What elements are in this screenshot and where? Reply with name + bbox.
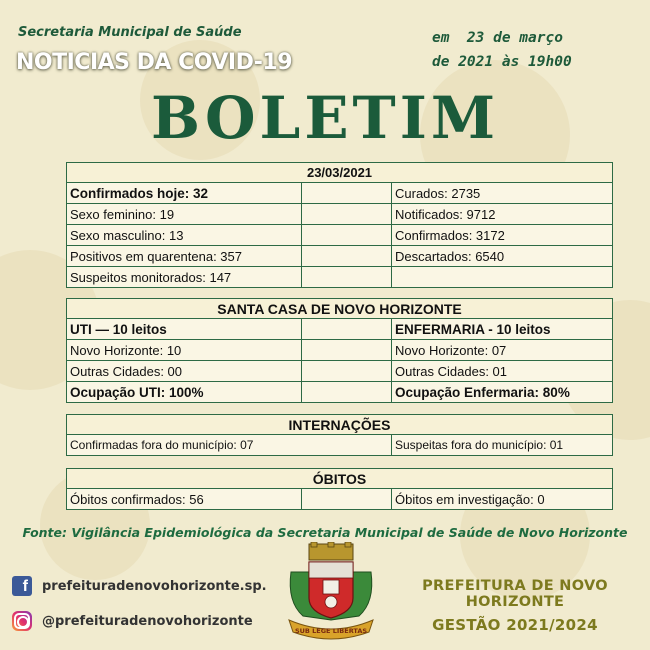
facebook-link[interactable] [12, 575, 267, 597]
bulletin-heading: NOTICIAS DA COVID-19 [16, 50, 292, 75]
table-cell: Descartados: 6540 [392, 246, 613, 267]
municipal-crest-icon [283, 542, 379, 642]
table-cell: Outras Cidades: 00 [67, 361, 302, 382]
gestao-label: GESTÃO 2021/2024 [432, 616, 598, 634]
table-cell-empty [392, 267, 613, 288]
date-line-2: de 2021 às 19h00 [432, 54, 572, 70]
instagram-handle: @prefeituradenovohorizonte [42, 613, 253, 629]
internacoes-title: INTERNAÇÕES [67, 415, 613, 435]
table-cell-empty [302, 319, 392, 340]
instagram-link[interactable] [12, 610, 253, 632]
internacoes-table [66, 414, 613, 456]
table-cell: Sexo feminino: 19 [67, 204, 302, 225]
table-cell-empty [302, 183, 392, 204]
table-cell-empty [302, 382, 392, 403]
main-title: BOLETIM [150, 84, 500, 152]
date-line-1: em 23 de março [432, 30, 563, 46]
internacoes-panel [66, 414, 612, 456]
table-cell-empty [302, 204, 392, 225]
table-cell-empty [302, 489, 392, 510]
table-cell: Outras Cidades: 01 [392, 361, 613, 382]
table-cell: Curados: 2735 [392, 183, 613, 204]
facebook-handle: prefeituradenovohorizonte.sp. [42, 578, 267, 594]
ward-occupancy: Ocupação Enfermaria: 80% [392, 382, 613, 403]
table-cell-empty [302, 267, 392, 288]
table-cell-empty [302, 246, 392, 267]
table-cell: Positivos em quarentena: 357 [67, 246, 302, 267]
crest-motto: SUB LEGE LIBERTAS [294, 627, 368, 635]
organization-name: Secretaria Municipal de Saúde [18, 25, 242, 40]
facebook-icon: f [12, 576, 32, 596]
summary-table [66, 162, 613, 288]
table-cell: Suspeitos monitorados: 147 [67, 267, 302, 288]
table-cell: Novo Horizonte: 10 [67, 340, 302, 361]
table-cell: Suspeitas fora do município: 01 [392, 435, 613, 456]
table-cell-empty [302, 225, 392, 246]
bulletin-date [432, 26, 632, 74]
table-cell: Óbitos em investigação: 0 [392, 489, 613, 510]
obitos-title: ÓBITOS [67, 469, 613, 489]
summary-panel [66, 162, 612, 288]
uti-occupancy: Ocupação UTI: 100% [67, 382, 302, 403]
table-cell: Confirmados hoje: 32 [67, 183, 302, 204]
hospital-title: SANTA CASA DE NOVO HORIZONTE [67, 299, 613, 319]
ward-header: ENFERMARIA - 10 leitos [392, 319, 613, 340]
source-note: Fonte: Vigilância Epidemiológica da Secretaria Municipal de Saúde de Novo Horizonte [22, 525, 628, 540]
obitos-panel [66, 468, 612, 510]
table-cell: Óbitos confirmados: 56 [67, 489, 302, 510]
instagram-icon [12, 611, 32, 631]
table-cell: Confirmadas fora do município: 07 [67, 435, 392, 456]
uti-header: UTI — 10 leitos [67, 319, 302, 340]
table-cell: Sexo masculino: 13 [67, 225, 302, 246]
table-cell: Novo Horizonte: 07 [392, 340, 613, 361]
table-cell: Confirmados: 3172 [392, 225, 613, 246]
obitos-table [66, 468, 613, 510]
prefeitura-name: PREFEITURA DE NOVO HORIZONTE [422, 578, 608, 610]
hospital-table [66, 298, 613, 403]
summary-date: 23/03/2021 [67, 163, 613, 183]
hospital-panel [66, 298, 612, 403]
table-cell: Notificados: 9712 [392, 204, 613, 225]
table-cell-empty [302, 361, 392, 382]
table-cell-empty [302, 340, 392, 361]
